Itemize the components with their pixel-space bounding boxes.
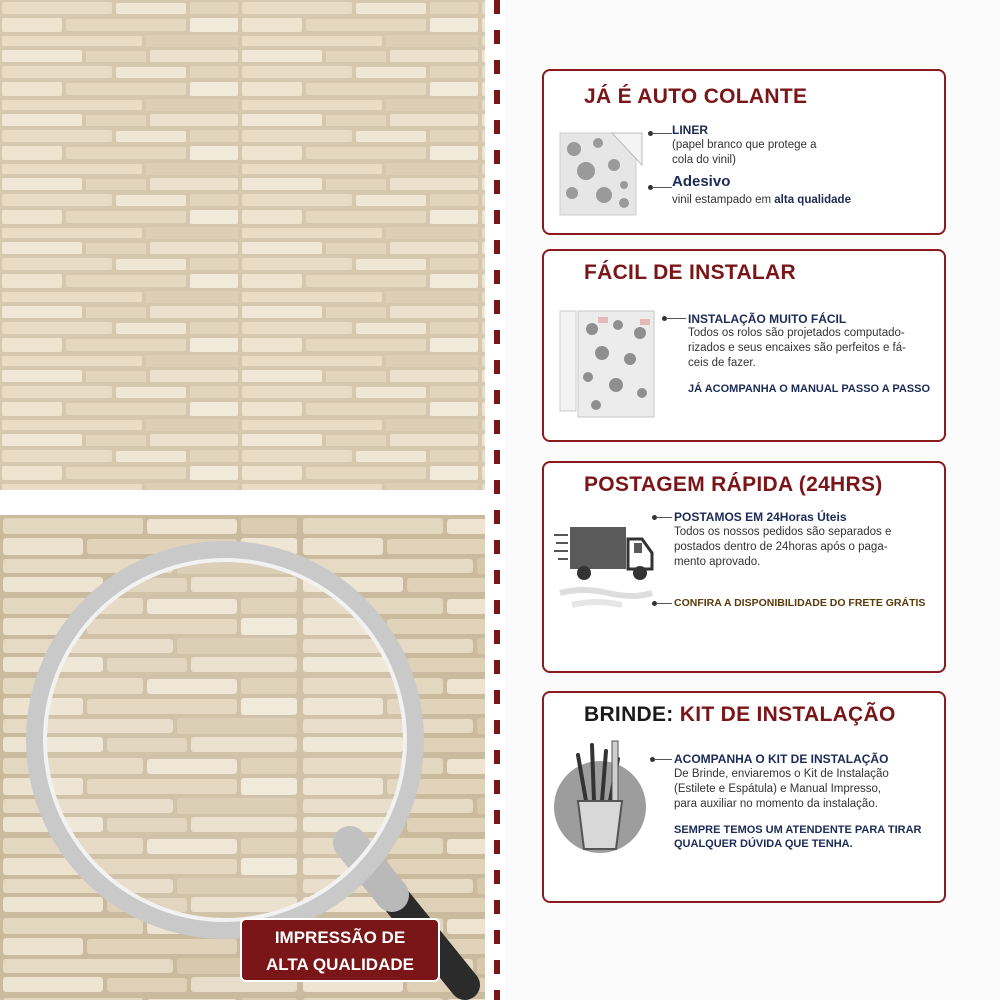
liner-title: LINER xyxy=(672,123,708,137)
delivery-truck-icon xyxy=(552,521,656,611)
dashed-divider xyxy=(494,0,500,1000)
stone-wall-image-top xyxy=(0,0,485,490)
quality-badge-line-1: IMPRESSÃO DE xyxy=(274,928,406,947)
atendente-footer-2: QUALQUER DÚVIDA QUE TENHA. xyxy=(674,838,853,850)
card-title: BRINDE: KIT DE INSTALAÇÃO xyxy=(584,703,896,726)
quality-badge xyxy=(240,918,440,982)
instalacao-line-3: ceis de fazer. xyxy=(688,357,756,369)
instalacao-leader xyxy=(666,318,686,319)
manual-footer: JÁ ACOMPANHA O MANUAL PASSO A PASSO xyxy=(688,383,931,395)
adesivo-leader xyxy=(652,187,672,188)
card-auto-colante xyxy=(542,69,946,235)
instalacao-heading: INSTALAÇÃO MUITO FÁCIL xyxy=(688,312,847,326)
adesivo-title: Adesivo xyxy=(672,173,731,190)
postamos-heading: POSTAMOS EM 24Horas Úteis xyxy=(674,510,847,524)
kit-line-2: (Estilete e Espátula) e Manual Impresso, xyxy=(674,783,882,795)
card-title: FÁCIL DE INSTALAR xyxy=(584,261,796,284)
postamos-line-1: Todos os nossos pedidos são separados e xyxy=(674,526,892,538)
card-brinde xyxy=(542,691,946,903)
card-title: JÁ É AUTO COLANTE xyxy=(584,85,808,108)
kit-leader xyxy=(654,759,672,760)
postamos-line-2: postados dentro de 24horas após o paga- xyxy=(674,541,888,553)
card-title: POSTAGEM RÁPIDA (24HRS) xyxy=(584,473,883,496)
kit-line-1: De Brinde, enviaremos o Kit de Instalação xyxy=(674,768,889,780)
card-postagem xyxy=(542,461,946,673)
card-facil-instalar xyxy=(542,249,946,442)
postamos-line-3: mento aprovado. xyxy=(674,556,761,568)
instalacao-line-2: rizados e seus encaixes são perfeitos e fá- xyxy=(688,342,906,354)
kit-heading: ACOMPANHA O KIT DE INSTALAÇÃO xyxy=(674,752,889,766)
adesivo-text: vinil estampado em alta qualidade xyxy=(672,194,851,206)
frete-footer: CONFIRA A DISPONIBILIDADE DO FRETE GRÁTIS xyxy=(674,597,926,609)
liner-sample-icon xyxy=(558,131,644,219)
liner-leader xyxy=(652,133,672,134)
wallpaper-roll-icon xyxy=(558,309,658,419)
quality-badge-line-2: ALTA QUALIDADE xyxy=(266,955,414,974)
atendente-footer-1: SEMPRE TEMOS UM ATENDENTE PARA TIRAR xyxy=(674,824,922,836)
liner-text-2: cola do vinil) xyxy=(672,154,736,166)
kit-line-3: para auxiliar no momento da instalação. xyxy=(674,798,878,810)
liner-text-1: (papel branco que protege a xyxy=(672,139,817,151)
postamos-leader xyxy=(656,517,672,518)
instalacao-line-1: Todos os rolos são projetados computado- xyxy=(688,327,905,339)
tool-cup-icon xyxy=(550,737,650,857)
frete-leader xyxy=(656,603,672,604)
